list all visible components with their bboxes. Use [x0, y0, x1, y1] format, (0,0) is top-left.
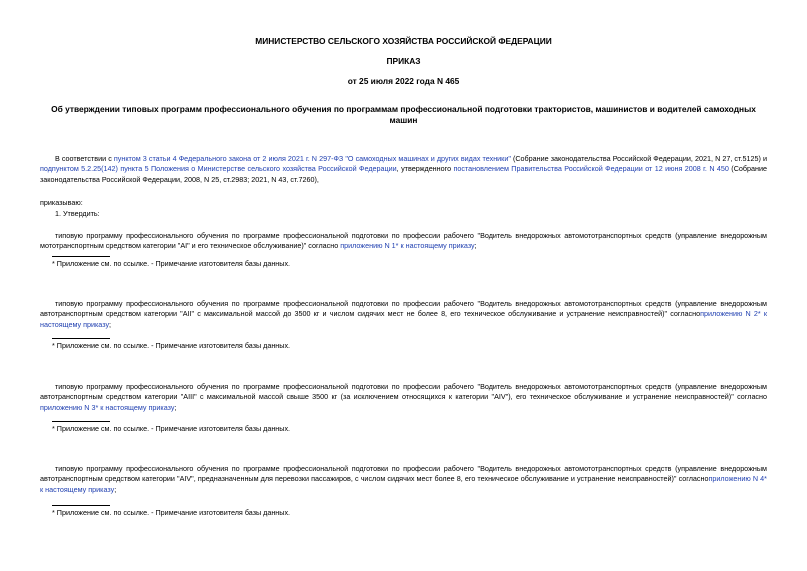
program-paragraph: [40, 231, 767, 252]
law-link[interactable]: пунктом 3 статьи 4 Федерального закона от 2 июля 2021 г. N 297-ФЗ "О самоходных машинах и других видах техники": [113, 154, 511, 163]
program-tail: ;: [109, 319, 112, 329]
regulation-link[interactable]: подпунктом 5.2.25(142) пункта 5 Положения о Министерстве сельского хозяйства Российской Федерации: [40, 164, 397, 174]
footnote-divider: [52, 338, 110, 339]
footnote: * Приложение см. по ссылке. - Примечание изготовителя базы данных.: [52, 424, 291, 433]
ministry-heading: МИНИСТЕРСТВО СЕЛЬСКОГО ХОЗЯЙСТВА РОССИЙСКОЙ ФЕДЕРАЦИИ: [255, 36, 552, 46]
doc-type-heading: ПРИКАЗ: [386, 56, 421, 66]
appendix-1-link[interactable]: приложению N 1* к настоящему приказу: [340, 241, 475, 251]
footnote: * Приложение см. по ссылке. - Примечание изготовителя базы данных.: [52, 259, 291, 268]
date-number-heading: от 25 июля 2022 года N 465: [347, 76, 460, 86]
preamble-text-4: (Собрание законодательства Российской Федерации, 2008, N 25, ст.2983; 2021, N 43, ст.7260),: [40, 164, 767, 184]
program-text: типовую программу профессионального обучения по программе профессиональной подготовки по профессии рабочего "Водитель внедорожных автомототранспортных средств (управление внедорожным автотранспортным средством категории "AIV", предназначенным для перевозки пассажиров, с числом сидячих мест более 8, его техническое обслуживание и устранение неисправностей)" согласно: [40, 464, 767, 484]
program-text: типовую программу профессионального обучения по программе профессиональной подготовки по профессии рабочего "Водитель внедорожных автомототранспортных средств (управление внедорожным автотранспортным средством категории "AII" с максимальной массой до 3500 кг и числом сидячих мест не более 8, его техническое обслуживание и устранение неисправностей)" согласно: [40, 299, 767, 319]
program-text: типовую программу профессионального обучения по программе профессиональной подготовки по профессии рабочего "Водитель внедорожных автомототранспортных средств (управление внедорожным мототранспортным средством категории "AI" и его техническое обслуживание)" согласно: [40, 231, 767, 251]
preamble-paragraph: [40, 154, 767, 185]
program-paragraph: [40, 464, 767, 495]
preamble-text-2: (Собрание законодательства Российской Федерации, 2021, N 27, ст.5125) и: [510, 154, 767, 163]
program-paragraph: [40, 382, 767, 413]
resolution-link[interactable]: постановлением Правительства Российской Федерации от 12 июня 2008 г. N 450: [453, 164, 729, 174]
appendix-2-link[interactable]: приложению N 2* к настоящему приказу: [40, 309, 767, 329]
preamble-text-3: , утвержденного: [396, 164, 454, 174]
program-paragraph: [40, 299, 767, 330]
document-title: Об утверждении типовых программ профессионального обучения по программам профессиональной подготовки трактористов, машинистов и водителей самоходных машин: [51, 104, 756, 125]
footnote-divider: [52, 505, 110, 506]
footnote-divider: [52, 256, 110, 257]
footnote-divider: [52, 421, 110, 422]
program-text: типовую программу профессионального обучения по программе профессиональной подготовки по профессии рабочего "Водитель внедорожных автомототранспортных средств (управление внедорожным автотранспортным средством категории "AIII" с максимальной массой свыше 3500 кг (за исключением относящихся к категории "AIV"), его техническое обслуживание и устранение неисправностей)" согласно: [40, 382, 767, 402]
appendix-4-link[interactable]: приложению N 4* к настоящему приказу: [40, 474, 767, 494]
program-tail: ;: [114, 484, 117, 494]
program-tail: ;: [474, 241, 477, 251]
preamble-text-1: В соответствии с: [55, 154, 114, 163]
appendix-3-link[interactable]: приложению N 3* к настоящему приказу: [40, 402, 175, 412]
item-1: 1. Утвердить:: [55, 209, 100, 218]
order-word: приказываю:: [40, 198, 83, 207]
footnote: * Приложение см. по ссылке. - Примечание изготовителя базы данных.: [52, 508, 291, 517]
program-tail: ;: [174, 402, 177, 412]
footnote: * Приложение см. по ссылке. - Примечание изготовителя базы данных.: [52, 341, 291, 350]
